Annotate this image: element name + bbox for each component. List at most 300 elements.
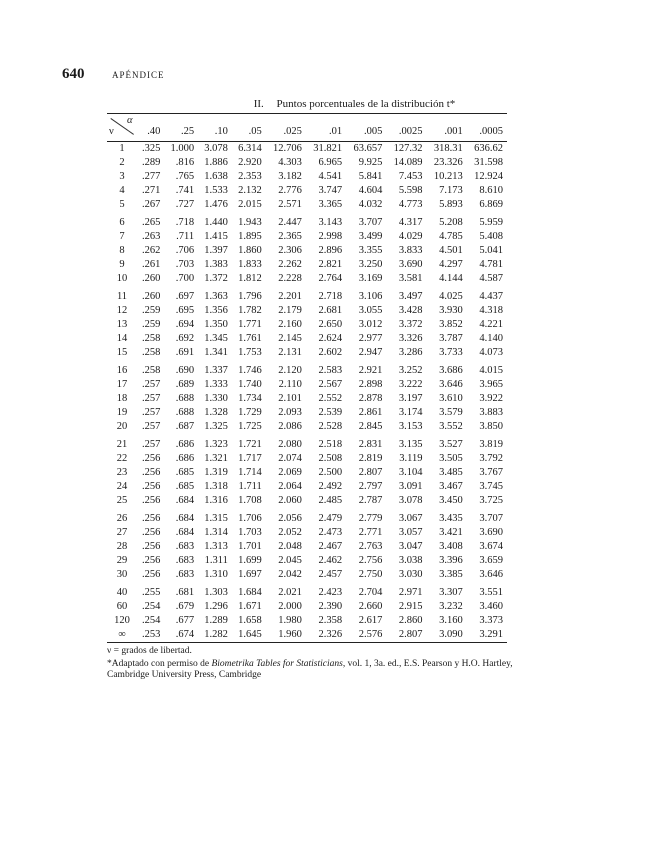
value-cell: 2.552 [318,393,343,404]
value-cell: 23.326 [433,157,463,168]
value-cell: 1.356 [204,305,228,316]
value-cell: 127.32 [393,143,423,154]
value-cell: 1.833 [238,259,262,270]
table-row [107,170,507,184]
value-cell: 3.160 [439,615,463,626]
value-cell: 3.169 [358,273,383,284]
value-cell: 2.048 [278,541,302,552]
value-cell: .265 [141,217,161,228]
value-cell: 2.060 [278,495,302,506]
value-cell: 1.943 [238,217,262,228]
value-cell: 2.567 [318,379,343,390]
value-cell: .685 [175,467,195,478]
value-cell: 1.325 [204,421,228,432]
value-cell: 3.965 [479,379,503,390]
value-cell: 1.895 [238,231,262,242]
value-cell: 2.365 [278,231,302,242]
value-cell: 4.032 [358,199,383,210]
value-cell: 2.528 [318,421,343,432]
value-cell: 4.015 [479,365,503,376]
value-cell: .257 [141,407,161,418]
value-cell: 2.492 [318,481,343,492]
value-cell: .816 [175,157,195,168]
alpha-column-header: .005 [363,126,383,137]
value-cell: 4.773 [398,199,423,210]
value-cell: 3.143 [318,217,343,228]
table-number: II. [253,98,264,110]
value-cell: 3.527 [439,439,463,450]
degrees-of-freedom-cell: 17 [116,379,128,390]
value-cell: .256 [141,481,161,492]
value-cell: .695 [175,305,195,316]
value-cell: 4.317 [398,217,423,228]
value-cell: 2.056 [278,513,302,524]
value-cell: .684 [175,513,195,524]
value-cell: 1.960 [278,629,302,640]
value-cell: .262 [141,245,161,256]
value-cell: 2.779 [358,513,383,524]
footnote-source [107,659,527,681]
value-cell: 1.345 [204,333,228,344]
degrees-of-freedom-cell: 29 [116,555,128,566]
value-cell: 3.428 [398,305,423,316]
value-cell: 2.447 [278,217,302,228]
table-row [107,212,507,230]
table-title [0,98,649,110]
source-title: Biometrika Tables for Statisticians [211,659,343,669]
value-cell: 1.703 [238,527,262,538]
value-cell: 2.750 [358,569,383,580]
value-cell: 2.831 [358,439,383,450]
value-cell: 1.321 [204,453,228,464]
value-cell: 1.638 [204,171,228,182]
value-cell: 2.160 [278,319,302,330]
value-cell: .687 [175,421,195,432]
value-cell: 3.767 [479,467,503,478]
degrees-of-freedom-cell: 13 [116,319,128,330]
value-cell: 1.717 [238,453,262,464]
value-cell: 3.038 [398,555,423,566]
value-cell: 3.182 [278,171,302,182]
value-cell: 3.372 [398,319,423,330]
table-row [107,452,507,466]
value-cell: .256 [141,555,161,566]
value-cell: 3.497 [398,291,423,302]
value-cell: 1.725 [238,421,262,432]
value-cell: 3.078 [204,143,228,154]
degrees-of-freedom-cell: 1 [119,143,125,154]
value-cell: 3.852 [439,319,463,330]
value-cell: 31.821 [313,143,343,154]
value-cell: 2.756 [358,555,383,566]
table-row [107,494,507,508]
value-cell: 3.421 [439,527,463,538]
value-cell: .689 [175,379,195,390]
value-cell: 2.896 [318,245,343,256]
degrees-of-freedom-cell: ∞ [118,629,126,640]
value-cell: .674 [175,629,195,640]
value-cell: 6.965 [318,157,343,168]
value-cell: 3.745 [479,481,503,492]
value-cell: 1.000 [170,143,195,154]
value-cell: .683 [175,569,195,580]
value-cell: .258 [141,333,161,344]
footnote-nu: ν = grados de libertad. [107,646,192,656]
value-cell: 3.850 [479,421,503,432]
value-cell: 3.286 [398,347,423,358]
value-cell: 3.707 [358,217,383,228]
value-cell: 2.508 [318,453,343,464]
alpha-column-header: .40 [147,126,161,137]
corner-header [107,114,137,142]
value-cell: 2.262 [278,259,302,270]
value-cell: 3.505 [439,453,463,464]
value-cell: 4.025 [439,291,463,302]
value-cell: 636.62 [474,143,503,154]
value-cell: 2.000 [278,601,302,612]
table-row [107,582,507,600]
degrees-of-freedom-cell: 23 [116,467,128,478]
value-cell: 2.764 [318,273,343,284]
value-cell: 3.467 [439,481,463,492]
value-cell: 1.303 [204,587,228,598]
value-cell: 2.539 [318,407,343,418]
value-cell: 2.110 [278,379,302,390]
value-cell: 2.998 [318,231,343,242]
value-cell: .258 [141,347,161,358]
value-cell: .694 [175,319,195,330]
value-cell: 4.297 [439,259,463,270]
table-row [107,628,507,643]
table-row [107,508,507,526]
value-cell: 1.383 [204,259,228,270]
value-cell: .277 [141,171,161,182]
value-cell: 3.408 [439,541,463,552]
alpha-column-header: .25 [181,126,195,137]
value-cell: 3.686 [439,365,463,376]
value-cell: 6.314 [238,143,262,154]
value-cell: .325 [141,143,161,154]
table-row [107,360,507,378]
value-cell: 1.761 [238,333,262,344]
value-cell: 3.930 [439,305,463,316]
value-cell: .706 [175,245,195,256]
value-cell: 31.598 [474,157,503,168]
value-cell: 1.711 [238,481,262,492]
value-cell: 3.135 [398,439,423,450]
value-cell: 3.450 [439,495,463,506]
value-cell: .765 [175,171,195,182]
value-cell: 3.174 [398,407,423,418]
value-cell: 3.091 [398,481,423,492]
value-cell: 4.501 [439,245,463,256]
value-cell: 4.781 [479,259,503,270]
value-cell: .686 [175,453,195,464]
value-cell: .257 [141,439,161,450]
value-cell: 2.423 [318,587,343,598]
value-cell: 3.373 [479,615,503,626]
value-cell: .289 [141,157,161,168]
value-cell: 2.086 [278,421,302,432]
value-cell: .255 [141,587,161,598]
table-row [107,318,507,332]
value-cell: 2.467 [318,541,343,552]
degrees-of-freedom-cell: 8 [119,245,125,256]
table-row [107,378,507,392]
degrees-of-freedom-cell: 9 [119,259,125,270]
value-cell: 1.771 [238,319,262,330]
value-cell: .254 [141,615,161,626]
degrees-of-freedom-cell: 12 [116,305,128,316]
value-cell: 1.323 [204,439,228,450]
value-cell: 3.197 [398,393,423,404]
value-cell: 2.064 [278,481,302,492]
alpha-column-header: .0005 [479,126,503,137]
value-cell: 4.587 [479,273,503,284]
value-cell: 2.571 [278,199,302,210]
value-cell: .253 [141,629,161,640]
value-cell: 2.093 [278,407,302,418]
value-cell: 2.681 [318,305,343,316]
degrees-of-freedom-cell: 15 [116,347,128,358]
value-cell: 1.697 [238,569,262,580]
value-cell: 3.385 [439,569,463,580]
value-cell: 3.326 [398,333,423,344]
value-cell: 1.372 [204,273,228,284]
value-cell: 3.355 [358,245,383,256]
value-cell: 2.015 [238,199,262,210]
value-cell: 5.041 [479,245,503,256]
value-cell: 2.132 [238,185,262,196]
degrees-of-freedom-cell: 16 [116,365,128,376]
value-cell: .688 [175,393,195,404]
value-cell: 2.120 [278,365,302,376]
table-row [107,526,507,540]
value-cell: 7.453 [398,171,423,182]
alpha-column-header: .10 [214,126,228,137]
value-cell: 5.841 [358,171,383,182]
value-cell: 1.658 [238,615,262,626]
value-cell: 2.807 [398,629,423,640]
value-cell: 5.959 [479,217,503,228]
value-cell: 2.518 [318,439,343,450]
value-cell: 2.462 [318,555,343,566]
value-cell: 2.326 [318,629,343,640]
value-cell: 3.057 [398,527,423,538]
value-cell: 3.460 [479,601,503,612]
value-cell: 4.785 [439,231,463,242]
value-cell: 2.306 [278,245,302,256]
value-cell: 1.740 [238,379,262,390]
value-cell: 2.915 [398,601,423,612]
value-cell: .257 [141,421,161,432]
degrees-of-freedom-cell: 19 [116,407,128,418]
value-cell: .697 [175,291,195,302]
value-cell: 2.145 [278,333,302,344]
table-row [107,614,507,628]
header-row [107,114,507,142]
value-cell: 4.604 [358,185,383,196]
value-cell: 1.310 [204,569,228,580]
value-cell: 2.624 [318,333,343,344]
value-cell: .254 [141,601,161,612]
value-cell: 2.390 [318,601,343,612]
value-cell: 1.313 [204,541,228,552]
value-cell: 2.977 [358,333,383,344]
table-row [107,540,507,554]
value-cell: 1.476 [204,199,228,210]
running-head: APÉNDICE [112,70,165,80]
value-cell: 1.753 [238,347,262,358]
value-cell: 4.221 [479,319,503,330]
value-cell: .677 [175,615,195,626]
table-row [107,420,507,434]
degrees-of-freedom-cell: 18 [116,393,128,404]
value-cell: 1.315 [204,513,228,524]
value-cell: 2.821 [318,259,343,270]
value-cell: 4.541 [318,171,343,182]
value-cell: 3.690 [479,527,503,538]
value-cell: 8.610 [479,185,503,196]
value-cell: 5.408 [479,231,503,242]
degrees-of-freedom-cell: 6 [119,217,125,228]
value-cell: .261 [141,259,161,270]
value-cell: 3.012 [358,319,383,330]
value-cell: 1.886 [204,157,228,168]
value-cell: 3.252 [398,365,423,376]
value-cell: .258 [141,365,161,376]
value-cell: 2.921 [358,365,383,376]
value-cell: 3.232 [439,601,463,612]
source-prefix: *Adaptado con permiso de [107,659,212,669]
value-cell: 2.052 [278,527,302,538]
value-cell: 2.860 [398,615,423,626]
value-cell: .256 [141,513,161,524]
value-cell: .686 [175,439,195,450]
value-cell: 2.617 [358,615,383,626]
degrees-of-freedom-cell: 10 [116,273,128,284]
value-cell: 1.440 [204,217,228,228]
value-cell: 3.365 [318,199,343,210]
value-cell: 2.861 [358,407,383,418]
value-cell: 4.140 [479,333,503,344]
value-cell: 3.659 [479,555,503,566]
alpha-column-header: .01 [328,126,343,137]
degrees-of-freedom-cell: 5 [119,199,125,210]
source-suffix: , vol. 1, 3a. ed., E.S. Pearson y H.O. Hartley, Cambridge University Press, Cambridge [107,659,513,680]
value-cell: .256 [141,453,161,464]
value-cell: 4.073 [479,347,503,358]
value-cell: 2.819 [358,453,383,464]
table-row [107,346,507,360]
value-cell: 1.311 [204,555,228,566]
value-cell: 1.734 [238,393,262,404]
value-cell: 3.819 [479,439,503,450]
table-row [107,244,507,258]
value-cell: .683 [175,541,195,552]
value-cell: 12.706 [273,143,302,154]
value-cell: 3.222 [398,379,423,390]
value-cell: 2.704 [358,587,383,598]
value-cell: 2.021 [278,587,302,598]
value-cell: .718 [175,217,195,228]
value-cell: 2.101 [278,393,302,404]
degrees-of-freedom-cell: 120 [114,615,130,626]
value-cell: 3.646 [479,569,503,580]
table-row [107,156,507,170]
value-cell: .692 [175,333,195,344]
value-cell: 1.296 [204,601,228,612]
value-cell: 2.807 [358,467,383,478]
t-distribution-table [107,113,507,643]
value-cell: 2.650 [318,319,343,330]
value-cell: 2.718 [318,291,343,302]
value-cell: 3.030 [398,569,423,580]
value-cell: 3.106 [358,291,383,302]
value-cell: 5.893 [439,199,463,210]
value-cell: 1.397 [204,245,228,256]
degrees-of-freedom-cell: 14 [116,333,128,344]
value-cell: 2.042 [278,569,302,580]
value-cell: .691 [175,347,195,358]
alpha-label: α [127,115,133,126]
degrees-of-freedom-cell: 11 [116,291,128,302]
value-cell: 6.869 [479,199,503,210]
value-cell: 3.055 [358,305,383,316]
value-cell: .711 [176,231,195,242]
table-section [107,113,513,681]
degrees-of-freedom-cell: 2 [119,157,125,168]
value-cell: 2.500 [318,467,343,478]
value-cell: 3.792 [479,453,503,464]
degrees-of-freedom-cell: 40 [116,587,128,598]
value-cell: 3.551 [479,587,503,598]
value-cell: 1.533 [204,185,228,196]
table-row [107,466,507,480]
degrees-of-freedom-cell: 22 [116,453,128,464]
value-cell: 3.674 [479,541,503,552]
value-cell: 14.089 [393,157,423,168]
value-cell: 3.579 [439,407,463,418]
value-cell: 4.437 [479,291,503,302]
value-cell: 2.479 [318,513,343,524]
degrees-of-freedom-cell: 3 [119,171,125,182]
value-cell: 1.333 [204,379,228,390]
value-cell: 3.119 [399,453,423,464]
value-cell: .679 [175,601,195,612]
value-cell: 3.104 [398,467,423,478]
alpha-column-header: .05 [248,126,262,137]
value-cell: .685 [175,481,195,492]
value-cell: 1.350 [204,319,228,330]
degrees-of-freedom-cell: 27 [116,527,128,538]
value-cell: 2.179 [278,305,302,316]
value-cell: 3.250 [358,259,383,270]
degrees-of-freedom-cell: 24 [116,481,128,492]
value-cell: 1.330 [204,393,228,404]
value-cell: 2.971 [398,587,423,598]
value-cell: 2.878 [358,393,383,404]
table-row [107,286,507,304]
value-cell: 2.602 [318,347,343,358]
value-cell: 1.684 [238,587,262,598]
value-cell: 5.598 [398,185,423,196]
value-cell: .257 [141,379,161,390]
table-body [107,142,507,643]
value-cell: 2.776 [278,185,302,196]
value-cell: 3.725 [479,495,503,506]
value-cell: .260 [141,291,161,302]
